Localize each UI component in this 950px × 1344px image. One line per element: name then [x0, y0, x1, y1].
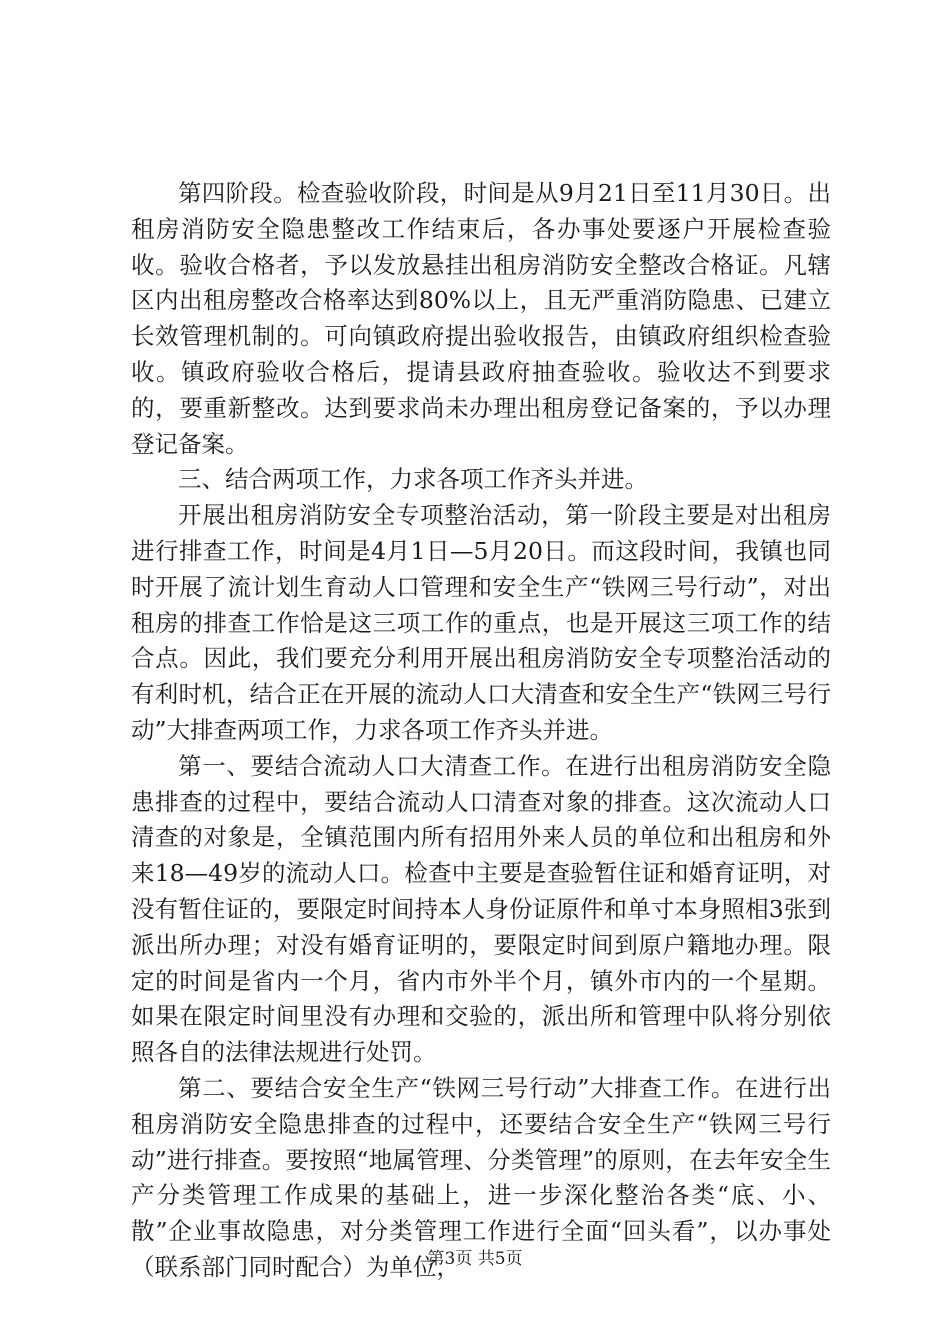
page-number-footer: 第3页 共5页: [427, 1249, 523, 1269]
document-body: [131, 176, 831, 1286]
paragraph-safety-production: 第二、要结合安全生产“铁网三号行动”大排查工作。在进行出租房消防安全隐患排查的过程中，还要结合安全生产“铁网三号行动”进行排查。要按照“地属管理、分类管理”的原则，在去年安全生产分类管理工作成果的基础上，进一步深化整治各类“底、小、散”企业事故隐患，对分类管理工作进行全面“回头看”，以办事处（联系部门同时配合）为单位，: [131, 1073, 831, 1281]
section-heading-three: 三、结合两项工作，力求各项工作齐头并进。: [178, 465, 648, 494]
paragraph-floating-population: 第一、要结合流动人口大清查工作。在进行出租房消防安全隐患排查的过程中，要结合流动人口清查对象的排查。这次流动人口清查的对象是，全镇范围内所有招用外来人员的单位和出租房和外来18—49岁的流动人口。检查中主要是查验暂住证和婚育证明，对没有暂住证的，要限定时间持本人身份证原件和单寸本身照相3张到派出所办理；对没有婚育证明的，要限定时间到原户籍地办理。限定的时间是省内一个月，省内市外半个月，镇外市内的一个星期。如果在限定时间里没有办理和交验的，派出所和管理中队将分别依照各自的法律法规进行处罚。: [131, 751, 831, 1067]
paragraph-rental-campaign: 开展出租房消防安全专项整治活动，第一阶段主要是对出租房进行排查工作，时间是4月1日—5月20日。而这段时间，我镇也同时开展了流计划生育动人口管理和安全生产“铁网三号行动”，对出租房的排查工作恰是这三项工作的重点，也是开展这三项工作的结合点。因此，我们要充分利用开展出租房消防安全专项整治活动的有利时机，结合正在开展的流动人口大清查和安全生产“铁网三号行动”大排查两项工作，力求各项工作齐头并进。: [131, 501, 831, 744]
paragraph-stage-four: 第四阶段。检查验收阶段，时间是从9月21日至11月30日。出租房消防安全隐患整改工作结束后，各办事处要逐户开展检查验收。验收合格者，予以发放悬挂出租房消防安全整改合格证。凡辖区内出租房整改合格率达到80%以上，且无严重消防隐患、已建立长效管理机制的。可向镇政府提出验收报告，由镇政府组织检查验收。镇政府验收合格后，提请县政府抽查验收。验收达不到要求的，要重新整改。达到要求尚未办理出租房登记备案的，予以办理登记备案。: [131, 179, 831, 458]
